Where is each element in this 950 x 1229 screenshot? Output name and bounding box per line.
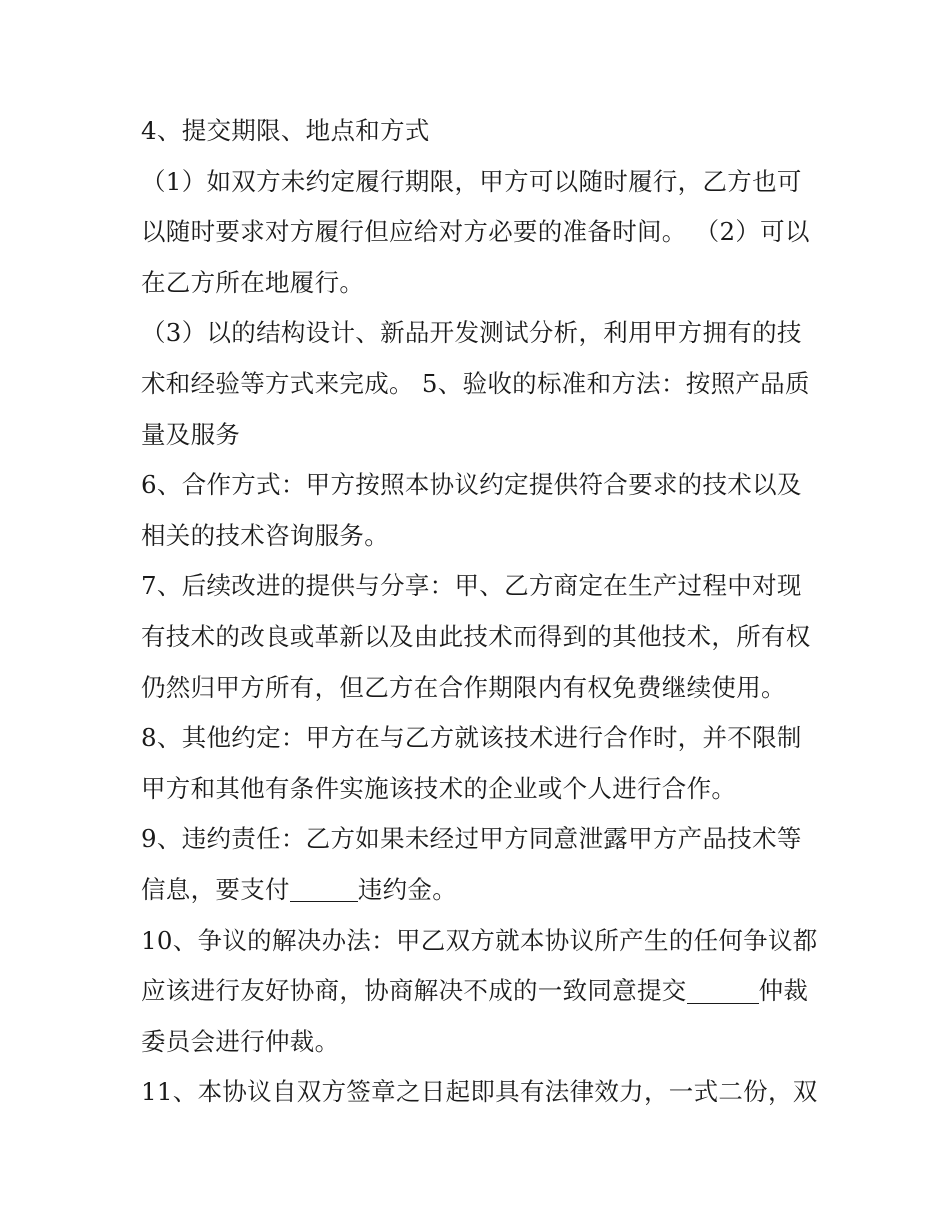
text-line: 量及服务 [141, 419, 241, 449]
text-line: 在乙方所在地履行。 [141, 267, 365, 297]
arbitration-body-blank [687, 977, 759, 1004]
text-line: 有技术的改良或革新以及由此技术而得到的其他技术，所有权 [141, 621, 811, 651]
arbitration-line [141, 966, 821, 1017]
section-4-heading: 4、提交期限、地点和方式 [141, 116, 430, 145]
text-line: （1）如双方未约定履行期限，甲方可以随时履行，乙方也可 [141, 166, 802, 196]
text-line: 术和经验等方式来完成。 5、验收的标准和方法：按照产品质 [141, 368, 810, 398]
section-6-line: 6、合作方式：甲方按照本协议约定提供符合要求的技术以及 [141, 470, 802, 500]
text-line: （3）以的结构设计、新品开发测试分析，利用甲方拥有的技 [141, 318, 802, 348]
text-line: 仍然归甲方所有，但乙方在合作期限内有权免费继续使用。 [141, 672, 786, 702]
penalty-line [141, 865, 821, 916]
text-line: 以随时要求对方履行但应给对方必要的准备时间。 （2）可以 [141, 217, 810, 247]
section-9-line: 9、违约责任：乙方如果未经过甲方同意泄露甲方产品技术等 [141, 824, 802, 854]
arbitration-text-after: 仲裁 [758, 976, 809, 1006]
section-11-line: 11、本协议自双方签章之日起即具有法律效力，一式二份，双 [141, 1077, 818, 1107]
contract-text [141, 106, 821, 1118]
text-line: 委员会进行仲裁。 [141, 1026, 340, 1056]
penalty-text-before: 信息，要支付 [141, 874, 290, 904]
arbitration-text-before: 应该进行友好协商，协商解决不成的一致同意提交 [141, 976, 687, 1006]
text-line: 甲方和其他有条件实施该技术的企业或个人进行合作。 [141, 773, 737, 803]
penalty-amount-blank [290, 876, 358, 903]
text-line: 相关的技术咨询服务。 [141, 520, 389, 550]
section-8-line: 8、其他约定：甲方在与乙方就该技术进行合作时，并不限制 [141, 723, 802, 753]
section-10-line: 10、争议的解决办法：甲乙双方就本协议所产生的任何争议都 [141, 925, 818, 955]
penalty-text-after: 违约金。 [357, 874, 458, 904]
section-7-line: 7、后续改进的提供与分享：甲、乙方商定在生产过程中对现 [141, 571, 802, 601]
